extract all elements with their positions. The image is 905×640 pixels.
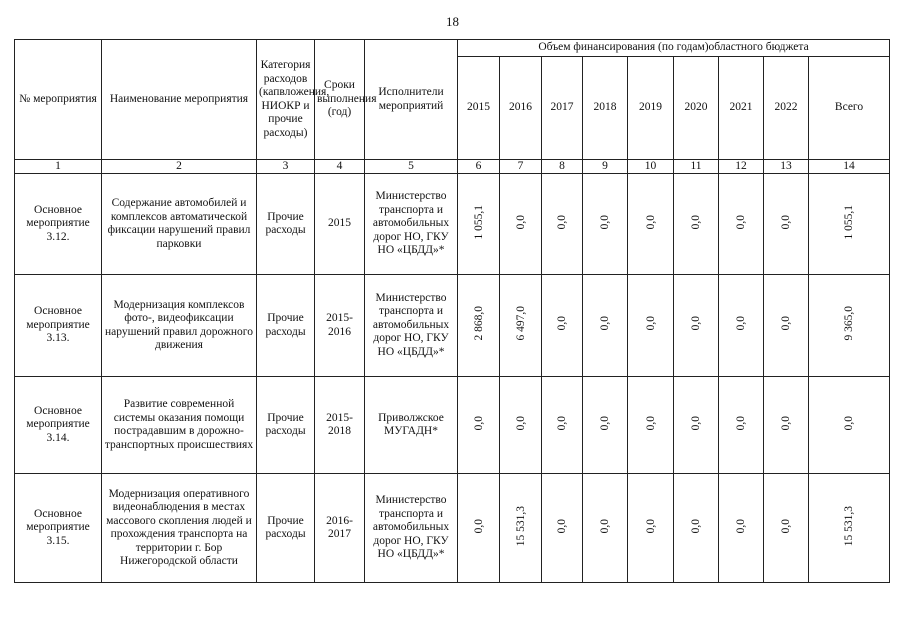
header-executor: Исполнители мероприятий (365, 40, 458, 160)
column-number: 10 (628, 160, 674, 174)
value-cell (583, 377, 628, 474)
value-cell (628, 377, 674, 474)
page-number: 18 (446, 14, 459, 29)
value-2020: 0,0 (690, 316, 702, 331)
row-id: Основное мероприятие 3.12. (15, 174, 102, 275)
value-cell (583, 174, 628, 275)
row-term: 2015-2016 (315, 275, 365, 377)
value-cell (764, 174, 809, 275)
header-name: Наименование мероприятия (102, 40, 257, 160)
value-cell (719, 377, 764, 474)
value-2018: 0,0 (599, 214, 611, 229)
value-2022: 0,0 (780, 415, 792, 430)
value-cell (674, 474, 719, 583)
value-cell (628, 174, 674, 275)
value-2019: 0,0 (644, 415, 657, 430)
header-year: 2015 (458, 56, 500, 160)
value-cell (500, 474, 542, 583)
column-number: 9 (583, 160, 628, 174)
value-total: 9 365,0 (843, 306, 855, 341)
value-2016: 0,0 (514, 214, 527, 229)
value-total: 0,0 (843, 415, 855, 430)
row-name: Модернизация комплексов фото-, видеофиксации нарушений правил дорожного движения (102, 275, 257, 377)
value-2021: 0,0 (735, 214, 747, 229)
row-id: Основное мероприятие 3.13. (15, 275, 102, 377)
value-2017: 0,0 (556, 316, 568, 331)
value-cell (809, 275, 890, 377)
column-number: 7 (500, 160, 542, 174)
row-id: Основное мероприятие 3.14. (15, 377, 102, 474)
header-year: 2021 (719, 56, 764, 160)
column-number: 8 (542, 160, 583, 174)
value-cell (719, 474, 764, 583)
value-cell (500, 377, 542, 474)
value-2019: 0,0 (644, 518, 657, 533)
column-number: 1 (15, 160, 102, 174)
header-row (15, 40, 890, 57)
column-number: 4 (315, 160, 365, 174)
value-2022: 0,0 (780, 214, 792, 229)
row-term: 2016-2017 (315, 474, 365, 583)
row-category: Прочие расходы (257, 275, 315, 377)
value-2015: 0,0 (472, 415, 485, 430)
financing-table (14, 39, 890, 583)
row-name: Содержание автомобилей и комплексов автоматической фиксации нарушений правил парковки (102, 174, 257, 275)
header-term: Сроки выполнения (год) (315, 40, 365, 160)
value-2015: 1 055,1 (472, 204, 485, 239)
value-cell (809, 174, 890, 275)
value-2017: 0,0 (556, 214, 568, 229)
header-year: 2017 (542, 56, 583, 160)
row-executor: Министерство транспорта и автомобильных дорог НО, ГКУ НО «ЦБДД»* (365, 474, 458, 583)
row-executor: Министерство транспорта и автомобильных дорог НО, ГКУ НО «ЦБДД»* (365, 174, 458, 275)
value-2016: 6 497,0 (514, 306, 527, 341)
value-2016: 0,0 (514, 415, 527, 430)
value-cell (719, 275, 764, 377)
value-cell (458, 474, 500, 583)
row-id: Основное мероприятие 3.15. (15, 474, 102, 583)
column-numbers-row (15, 160, 890, 174)
header-category: Категория расходов (капвложения, НИОКР и прочие расходы) (257, 40, 315, 160)
value-cell (764, 377, 809, 474)
value-cell (542, 474, 583, 583)
value-2016: 15 531,3 (514, 505, 527, 546)
value-cell (458, 377, 500, 474)
value-2018: 0,0 (599, 316, 611, 331)
value-2021: 0,0 (735, 518, 747, 533)
value-cell (674, 174, 719, 275)
row-name: Развитие современной системы оказания помощи пострадавшим в дорожно-транспортных происшествиях (102, 377, 257, 474)
column-number: 12 (719, 160, 764, 174)
value-2020: 0,0 (690, 518, 702, 533)
value-cell (764, 275, 809, 377)
value-2022: 0,0 (780, 316, 792, 331)
header-total: Всего (809, 56, 890, 160)
value-total: 15 531,3 (843, 505, 855, 546)
value-cell (500, 174, 542, 275)
value-2021: 0,0 (735, 316, 747, 331)
column-number: 5 (365, 160, 458, 174)
value-cell (809, 377, 890, 474)
value-cell (674, 275, 719, 377)
table-row (15, 275, 890, 377)
value-2020: 0,0 (690, 214, 702, 229)
row-category: Прочие расходы (257, 174, 315, 275)
value-cell (764, 474, 809, 583)
header-financing-group: Объем финансирования (по годам)областного бюджета (458, 40, 890, 57)
value-cell (500, 275, 542, 377)
header-year: 2019 (628, 56, 674, 160)
value-cell (458, 275, 500, 377)
value-2015: 0,0 (472, 518, 485, 533)
value-cell (809, 474, 890, 583)
value-2020: 0,0 (690, 415, 702, 430)
value-2018: 0,0 (599, 518, 611, 533)
table-row (15, 474, 890, 583)
header-id: № мероприятия (15, 40, 102, 160)
value-2017: 0,0 (556, 518, 568, 533)
header-year: 2018 (583, 56, 628, 160)
table-row (15, 174, 890, 275)
row-name: Модернизация оперативного видеонаблюдения в местах массового скопления людей и прохождения транспорта на территории г. Бор Нижегородской области (102, 474, 257, 583)
row-term: 2015-2018 (315, 377, 365, 474)
header-year: 2020 (674, 56, 719, 160)
header-year: 2022 (764, 56, 809, 160)
value-cell (628, 474, 674, 583)
column-number: 13 (764, 160, 809, 174)
value-cell (583, 474, 628, 583)
value-2022: 0,0 (780, 518, 792, 533)
row-category: Прочие расходы (257, 377, 315, 474)
row-category: Прочие расходы (257, 474, 315, 583)
value-cell (674, 377, 719, 474)
value-cell (542, 275, 583, 377)
row-executor: Приволжское МУГАДН* (365, 377, 458, 474)
row-term: 2015 (315, 174, 365, 275)
value-cell (458, 174, 500, 275)
value-2017: 0,0 (556, 415, 568, 430)
row-executor: Министерство транспорта и автомобильных дорог НО, ГКУ НО «ЦБДД»* (365, 275, 458, 377)
value-total: 1 055,1 (843, 204, 855, 239)
value-2015: 2 868,0 (472, 306, 485, 341)
value-2019: 0,0 (644, 214, 657, 229)
column-number: 6 (458, 160, 500, 174)
value-cell (542, 377, 583, 474)
value-2021: 0,0 (735, 415, 747, 430)
value-2019: 0,0 (644, 316, 657, 331)
value-cell (628, 275, 674, 377)
column-number: 11 (674, 160, 719, 174)
column-number: 14 (809, 160, 890, 174)
value-2018: 0,0 (599, 415, 611, 430)
header-year: 2016 (500, 56, 542, 160)
value-cell (719, 174, 764, 275)
value-cell (583, 275, 628, 377)
table-row (15, 377, 890, 474)
value-cell (542, 174, 583, 275)
column-number: 3 (257, 160, 315, 174)
column-number: 2 (102, 160, 257, 174)
